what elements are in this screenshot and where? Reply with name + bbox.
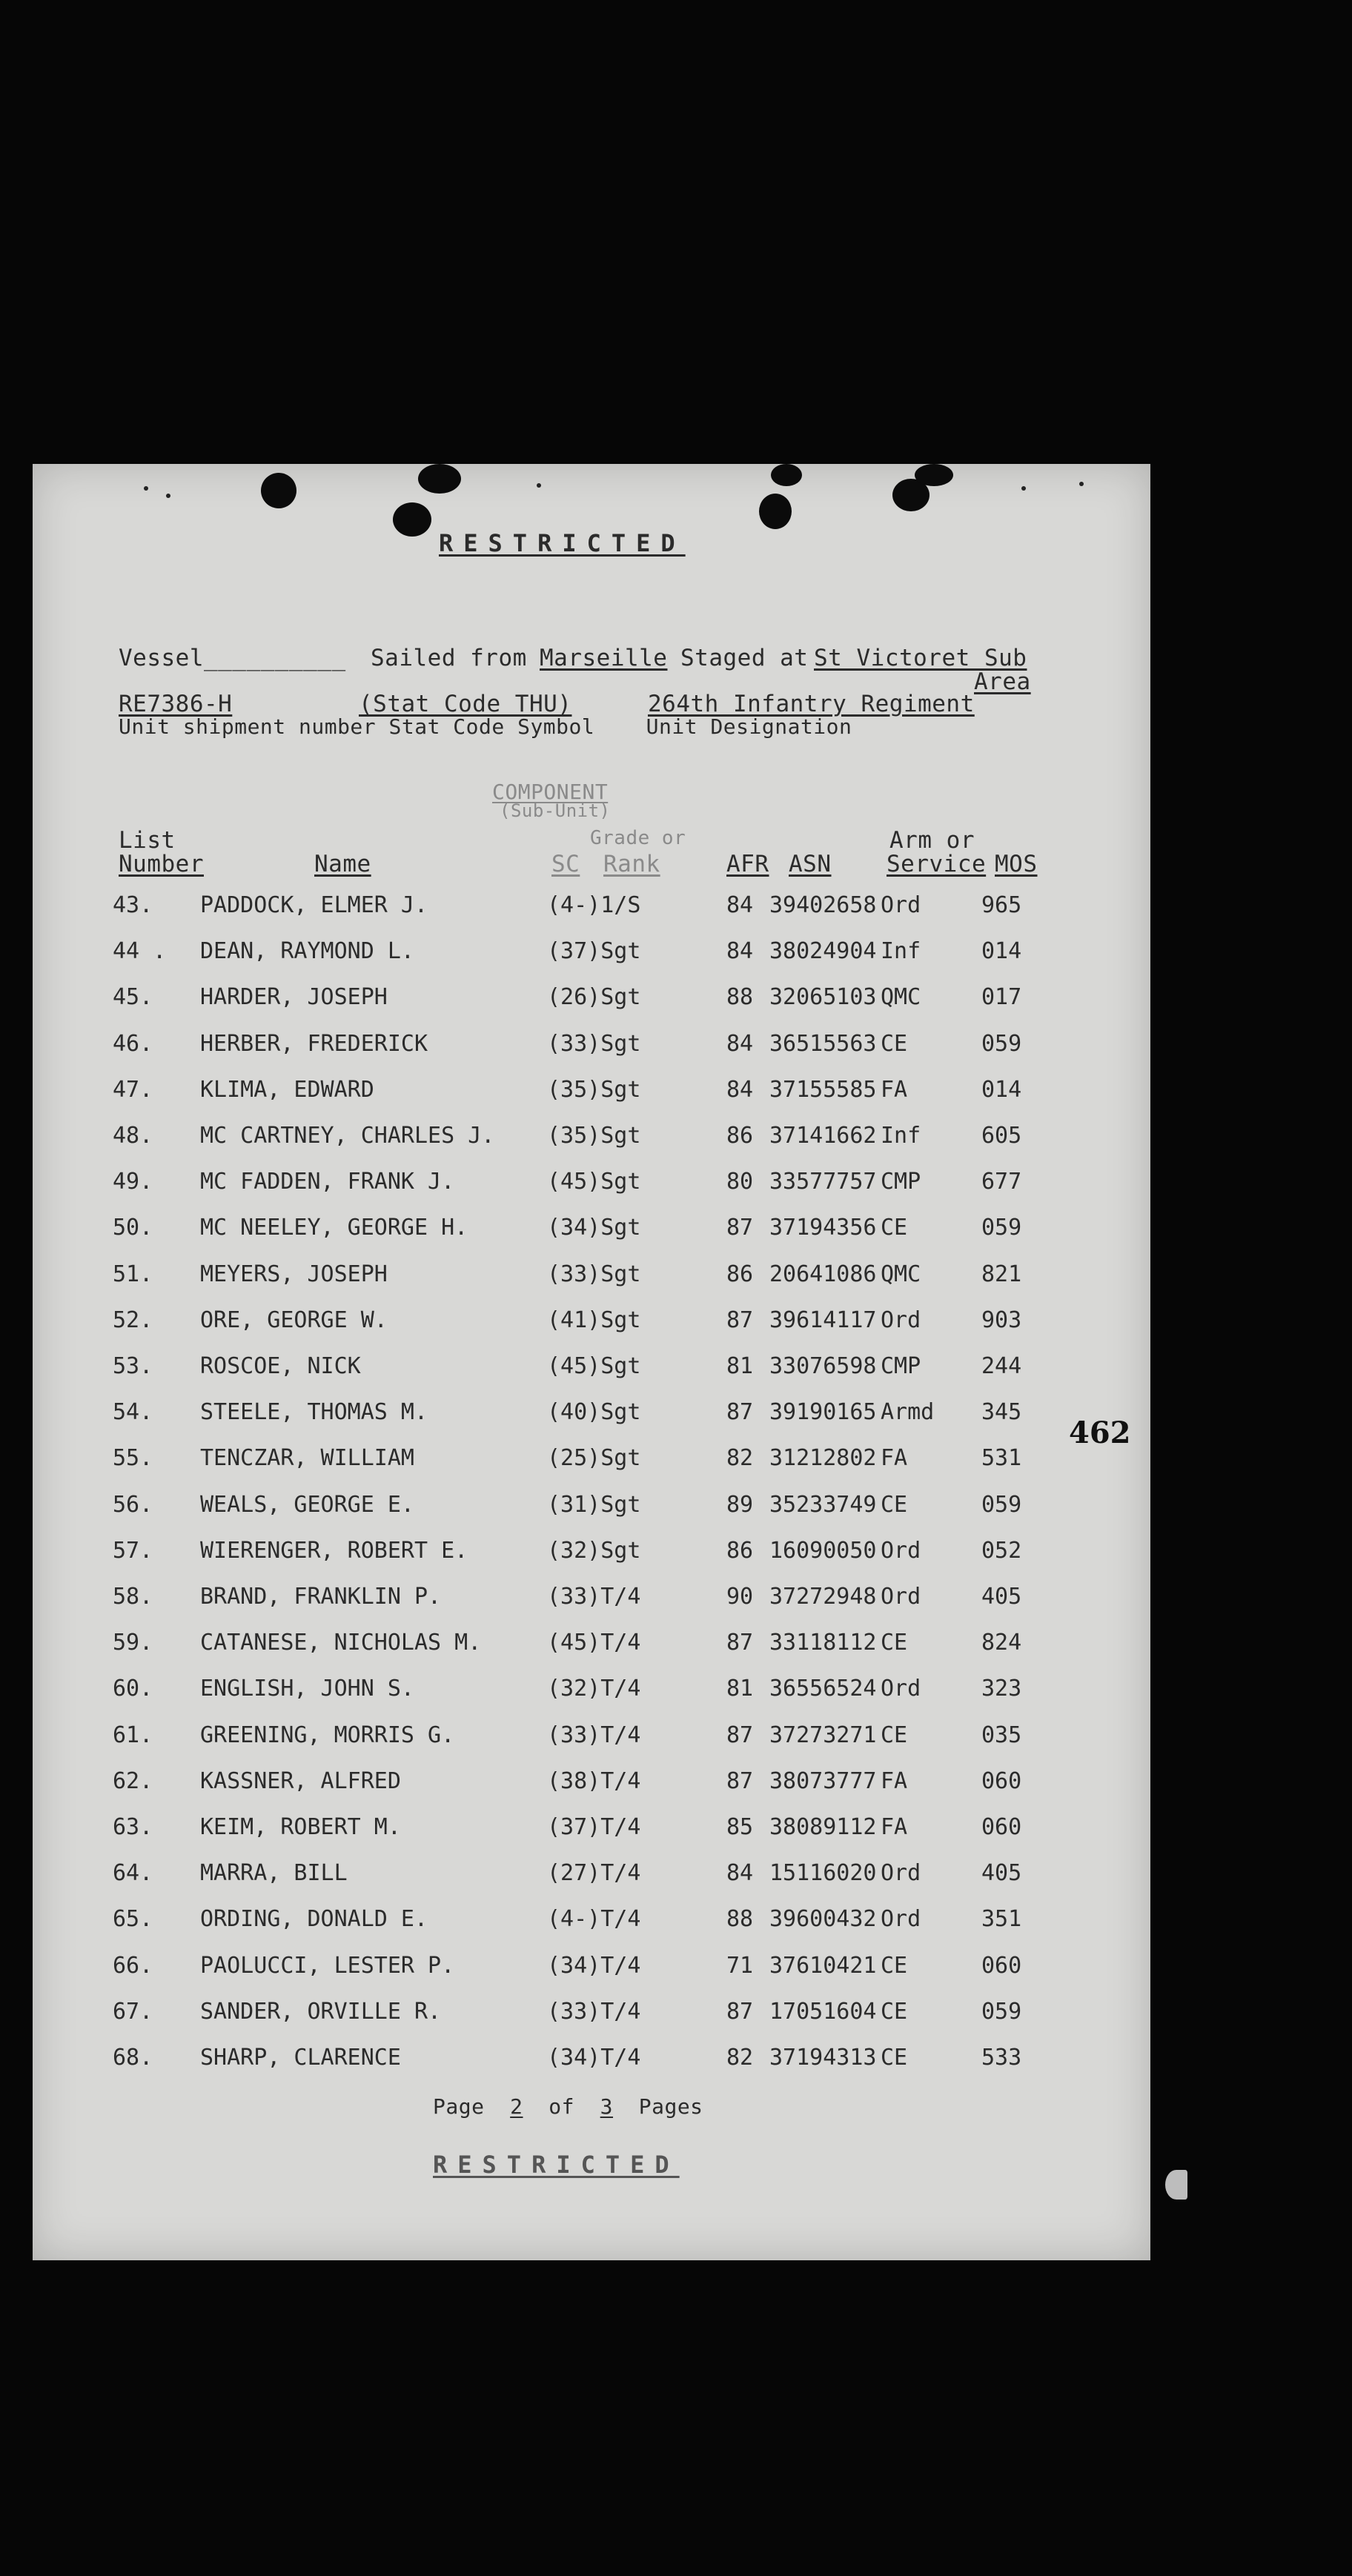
table-row (33, 1630, 1150, 1671)
cell-name: MC FADDEN, FRANK J. (200, 1169, 455, 1195)
cell-name: GREENING, MORRIS G. (200, 1722, 455, 1748)
table-row (33, 1445, 1150, 1487)
cell-asn: 35233749 (769, 1491, 877, 1518)
table-row (33, 1768, 1150, 1810)
cell-asn: 36515563 (769, 1030, 877, 1057)
page-indicator: Page 2 of 3 Pages (433, 2094, 703, 2119)
cell-name: WIERENGER, ROBERT E. (200, 1537, 468, 1564)
cell-grade: (26)Sgt (547, 984, 641, 1011)
vessel-label: Vessel__________ (119, 645, 346, 671)
sailed-port: Marseille (540, 645, 668, 671)
cell-grade: (34)T/4 (547, 1952, 641, 1979)
punch-hole (915, 464, 953, 486)
cell-name: MEYERS, JOSEPH (200, 1261, 388, 1287)
speck (537, 483, 541, 488)
cell-afr: 84 (726, 1860, 754, 1887)
cell-mos: 035 (981, 1722, 1022, 1748)
cell-name: SHARP, CLARENCE (200, 2045, 401, 2071)
cell-mos: 017 (981, 984, 1022, 1011)
cell-num: 56. (113, 1491, 153, 1518)
header-captions: Unit shipment number Stat Code Symbol Unit Designation (119, 714, 852, 739)
cell-afr: 80 (726, 1169, 754, 1195)
sailed-from-label: Sailed from (371, 645, 527, 671)
cell-afr: 71 (726, 1952, 754, 1979)
cell-mos: 059 (981, 1998, 1022, 2025)
page-stamp-number: 462 (1069, 1415, 1131, 1450)
cell-name: KASSNER, ALFRED (200, 1767, 401, 1794)
cell-mos: 060 (981, 1814, 1022, 1840)
cell-grade: (33)Sgt (547, 1261, 641, 1287)
cell-arm: CE (881, 1491, 908, 1518)
cell-mos: 824 (981, 1630, 1022, 1656)
cell-asn: 17051604 (769, 1998, 877, 2025)
table-row (33, 1676, 1150, 1717)
cell-asn: 37194313 (769, 2045, 877, 2071)
cell-grade: (35)Sgt (547, 1123, 641, 1149)
cell-afr: 88 (726, 1906, 754, 1933)
cell-name: ROSCOE, NICK (200, 1353, 361, 1379)
cell-grade: (41)Sgt (547, 1307, 641, 1333)
cell-afr: 81 (726, 1353, 754, 1379)
table-row (33, 1261, 1150, 1303)
cell-mos: 060 (981, 1952, 1022, 1979)
cell-mos: 351 (981, 1906, 1022, 1933)
cell-afr: 86 (726, 1537, 754, 1564)
cell-mos: 345 (981, 1399, 1022, 1426)
cell-afr: 87 (726, 1630, 754, 1656)
col-arm-service: Service (887, 851, 987, 877)
cell-grade: (45)Sgt (547, 1353, 641, 1379)
cell-mos: 014 (981, 938, 1022, 965)
col-afr: AFR (726, 851, 769, 877)
cell-arm: CE (881, 1030, 908, 1057)
col-list-top: List (119, 827, 176, 854)
cell-arm: CE (881, 1998, 908, 2025)
cell-mos: 059 (981, 1030, 1022, 1057)
table-row (33, 984, 1150, 1026)
cell-grade: (31)Sgt (547, 1491, 641, 1518)
table-row (33, 1307, 1150, 1349)
cell-asn: 39190165 (769, 1399, 877, 1426)
col-mos: MOS (995, 851, 1038, 877)
cell-grade: (35)Sgt (547, 1076, 641, 1103)
cell-asn: 39614117 (769, 1307, 877, 1333)
cell-name: MC CARTNEY, CHARLES J. (200, 1123, 495, 1149)
restricted-heading: RESTRICTED (439, 529, 686, 557)
cell-num: 47. (113, 1076, 153, 1103)
cell-mos: 605 (981, 1123, 1022, 1149)
cell-name: STEELE, THOMAS M. (200, 1399, 428, 1426)
cell-grade: (34)Sgt (547, 1215, 641, 1241)
cell-name: MC NEELEY, GEORGE H. (200, 1215, 468, 1241)
cell-num: 50. (113, 1215, 153, 1241)
cell-grade: (32)Sgt (547, 1537, 641, 1564)
cell-arm: CE (881, 1722, 908, 1748)
table-row (33, 938, 1150, 980)
cell-num: 66. (113, 1952, 153, 1979)
cell-mos: 965 (981, 892, 1022, 918)
table-row (33, 1953, 1150, 1994)
cell-arm: Inf (881, 938, 921, 965)
cell-arm: Ord (881, 1584, 921, 1610)
cell-afr: 89 (726, 1491, 754, 1518)
cell-grade: (34)T/4 (547, 2045, 641, 2071)
cell-name: SANDER, ORVILLE R. (200, 1998, 442, 2025)
cell-afr: 87 (726, 1307, 754, 1333)
cell-asn: 37155585 (769, 1076, 877, 1103)
cell-asn: 33577757 (769, 1169, 877, 1195)
cell-afr: 86 (726, 1123, 754, 1149)
staged-at-label: Staged at (680, 645, 809, 671)
cell-arm: QMC (881, 984, 921, 1011)
table-row (33, 1999, 1150, 2040)
punch-hole (418, 464, 461, 494)
cell-num: 61. (113, 1722, 153, 1748)
cell-asn: 16090050 (769, 1537, 877, 1564)
col-asn: ASN (789, 851, 832, 877)
cell-num: 60. (113, 1676, 153, 1702)
table-row (33, 1538, 1150, 1579)
cell-asn: 33076598 (769, 1353, 877, 1379)
table-row (33, 1906, 1150, 1948)
table-row (33, 892, 1150, 934)
cell-arm: CE (881, 1630, 908, 1656)
col-name: Name (314, 851, 371, 877)
cell-afr: 81 (726, 1676, 754, 1702)
speck (1021, 486, 1026, 491)
cell-arm: FA (881, 1767, 908, 1794)
cell-name: PADDOCK, ELMER J. (200, 892, 428, 918)
cell-afr: 86 (726, 1261, 754, 1287)
cell-grade: (37)T/4 (547, 1814, 641, 1840)
cell-grade: (37)Sgt (547, 938, 641, 965)
cell-asn: 37272948 (769, 1584, 877, 1610)
staged-place: St Victoret Sub (814, 645, 1027, 671)
speck (166, 494, 170, 498)
cell-num: 59. (113, 1630, 153, 1656)
cell-name: TENCZAR, WILLIAM (200, 1445, 414, 1472)
cell-name: ENGLISH, JOHN S. (200, 1676, 414, 1702)
cell-arm: CE (881, 1215, 908, 1241)
component-label: COMPONENT (492, 780, 609, 804)
cell-grade: (45)T/4 (547, 1630, 641, 1656)
cell-name: DEAN, RAYMOND L. (200, 938, 414, 965)
cell-name: CATANESE, NICHOLAS M. (200, 1630, 482, 1656)
cell-num: 48. (113, 1123, 153, 1149)
cell-grade: (33)T/4 (547, 1584, 641, 1610)
restricted-footer: RESTRICTED (433, 2151, 680, 2179)
table-row (33, 1860, 1150, 1902)
stat-code: (Stat Code THU) (359, 691, 572, 717)
table-row (33, 1077, 1150, 1118)
cell-asn: 33118112 (769, 1630, 877, 1656)
cell-asn: 37273271 (769, 1722, 877, 1748)
cell-num: 49. (113, 1169, 153, 1195)
cell-afr: 88 (726, 984, 754, 1011)
table-row (33, 1353, 1150, 1395)
cell-mos: 059 (981, 1215, 1022, 1241)
cell-name: KLIMA, EDWARD (200, 1076, 374, 1103)
cell-asn: 37141662 (769, 1123, 877, 1149)
cell-arm: QMC (881, 1261, 921, 1287)
staged-area: Area (974, 668, 1031, 695)
document-page (33, 464, 1150, 2260)
table-row (33, 1215, 1150, 1256)
cell-arm: Ord (881, 1860, 921, 1887)
cell-afr: 87 (726, 1399, 754, 1426)
cell-afr: 90 (726, 1584, 754, 1610)
cell-name: ORDING, DONALD E. (200, 1906, 428, 1933)
cell-num: 65. (113, 1906, 153, 1933)
cell-arm: Ord (881, 892, 921, 918)
cell-grade: (4-)1/S (547, 892, 641, 918)
unit-designation: 264th Infantry Regiment (648, 691, 975, 717)
cell-grade: (33)T/4 (547, 1722, 641, 1748)
speck (144, 486, 148, 491)
cell-num: 68. (113, 2045, 153, 2071)
punch-hole (393, 502, 431, 537)
cell-asn: 38024904 (769, 938, 877, 965)
punch-hole (261, 473, 296, 508)
cell-asn: 31212802 (769, 1445, 877, 1472)
cell-afr: 87 (726, 1767, 754, 1794)
cell-afr: 82 (726, 1445, 754, 1472)
cell-name: BRAND, FRANKLIN P. (200, 1584, 442, 1610)
cell-asn: 37194356 (769, 1215, 877, 1241)
cell-asn: 38073777 (769, 1767, 877, 1794)
cell-arm: CE (881, 2045, 908, 2071)
cell-grade: (38)T/4 (547, 1767, 641, 1794)
cell-afr: 84 (726, 938, 754, 965)
cell-num: 43. (113, 892, 153, 918)
table-row (33, 1123, 1150, 1164)
cell-arm: Ord (881, 1307, 921, 1333)
col-grade-rank: Rank (603, 851, 660, 877)
cell-arm: Armd (881, 1399, 935, 1426)
cell-name: ORE, GEORGE W. (200, 1307, 388, 1333)
cell-name: HERBER, FREDERICK (200, 1030, 428, 1057)
cell-mos: 052 (981, 1537, 1022, 1564)
cell-asn: 20641086 (769, 1261, 877, 1287)
cell-arm: CMP (881, 1169, 921, 1195)
cell-asn: 37610421 (769, 1952, 877, 1979)
cell-num: 44 . (113, 938, 167, 965)
cell-afr: 87 (726, 1722, 754, 1748)
cell-num: 45. (113, 984, 153, 1011)
col-list-number: Number (119, 851, 204, 877)
cell-afr: 84 (726, 892, 754, 918)
cell-arm: CMP (881, 1353, 921, 1379)
cell-mos: 405 (981, 1584, 1022, 1610)
cell-arm: CE (881, 1952, 908, 1979)
cell-num: 67. (113, 1998, 153, 2025)
cell-mos: 059 (981, 1491, 1022, 1518)
cell-name: KEIM, ROBERT M. (200, 1814, 401, 1840)
cell-afr: 87 (726, 1215, 754, 1241)
cell-asn: 15116020 (769, 1860, 877, 1887)
cell-num: 62. (113, 1767, 153, 1794)
speck (1079, 482, 1084, 486)
cell-num: 55. (113, 1445, 153, 1472)
cell-afr: 84 (726, 1030, 754, 1057)
cell-num: 53. (113, 1353, 153, 1379)
cell-grade: (4-)T/4 (547, 1906, 641, 1933)
cell-mos: 531 (981, 1445, 1022, 1472)
table-row (33, 1814, 1150, 1856)
cell-mos: 244 (981, 1353, 1022, 1379)
cell-mos: 533 (981, 2045, 1022, 2071)
cell-arm: FA (881, 1076, 908, 1103)
cell-arm: Ord (881, 1676, 921, 1702)
cell-grade: (33)Sgt (547, 1030, 641, 1057)
cell-mos: 060 (981, 1767, 1022, 1794)
cell-afr: 84 (726, 1076, 754, 1103)
cell-afr: 82 (726, 2045, 754, 2071)
cell-name: HARDER, JOSEPH (200, 984, 388, 1011)
cell-afr: 87 (726, 1998, 754, 2025)
cell-grade: (25)Sgt (547, 1445, 641, 1472)
cell-asn: 36556524 (769, 1676, 877, 1702)
shipment-number: RE7386-H (119, 691, 233, 717)
table-row (33, 1031, 1150, 1072)
cell-num: 63. (113, 1814, 153, 1840)
cell-name: WEALS, GEORGE E. (200, 1491, 414, 1518)
cell-name: PAOLUCCI, LESTER P. (200, 1952, 455, 1979)
cell-num: 57. (113, 1537, 153, 1564)
cell-arm: FA (881, 1445, 908, 1472)
table-row (33, 1169, 1150, 1210)
sub-unit-label: (Sub-Unit) (500, 800, 611, 821)
cell-grade: (45)Sgt (547, 1169, 641, 1195)
punch-hole (771, 464, 802, 486)
cell-num: 64. (113, 1860, 153, 1887)
cell-num: 51. (113, 1261, 153, 1287)
cell-mos: 903 (981, 1307, 1022, 1333)
cell-arm: Ord (881, 1906, 921, 1933)
table-row (33, 1584, 1150, 1625)
col-sc: SC (551, 851, 580, 877)
cell-mos: 677 (981, 1169, 1022, 1195)
cell-num: 46. (113, 1030, 153, 1057)
cell-mos: 014 (981, 1076, 1022, 1103)
cell-grade: (33)T/4 (547, 1998, 641, 2025)
cell-num: 54. (113, 1399, 153, 1426)
cell-asn: 38089112 (769, 1814, 877, 1840)
cell-grade: (27)T/4 (547, 1860, 641, 1887)
cell-mos: 821 (981, 1261, 1022, 1287)
cell-asn: 39600432 (769, 1906, 877, 1933)
cell-name: MARRA, BILL (200, 1860, 348, 1887)
cell-asn: 39402658 (769, 892, 877, 918)
cell-afr: 85 (726, 1814, 754, 1840)
table-row (33, 2045, 1150, 2086)
table-row (33, 1722, 1150, 1764)
col-grade-top: Grade or (590, 827, 686, 849)
col-arm-top: Arm or (889, 827, 975, 854)
cell-arm: Inf (881, 1123, 921, 1149)
table-row (33, 1399, 1150, 1441)
page-edge-tab (1165, 2170, 1187, 2200)
cell-mos: 323 (981, 1676, 1022, 1702)
cell-num: 52. (113, 1307, 153, 1333)
cell-mos: 405 (981, 1860, 1022, 1887)
punch-hole (759, 494, 792, 529)
cell-grade: (40)Sgt (547, 1399, 641, 1426)
cell-num: 58. (113, 1584, 153, 1610)
cell-grade: (32)T/4 (547, 1676, 641, 1702)
table-row (33, 1492, 1150, 1533)
cell-arm: Ord (881, 1537, 921, 1564)
cell-arm: FA (881, 1814, 908, 1840)
cell-asn: 32065103 (769, 984, 877, 1011)
